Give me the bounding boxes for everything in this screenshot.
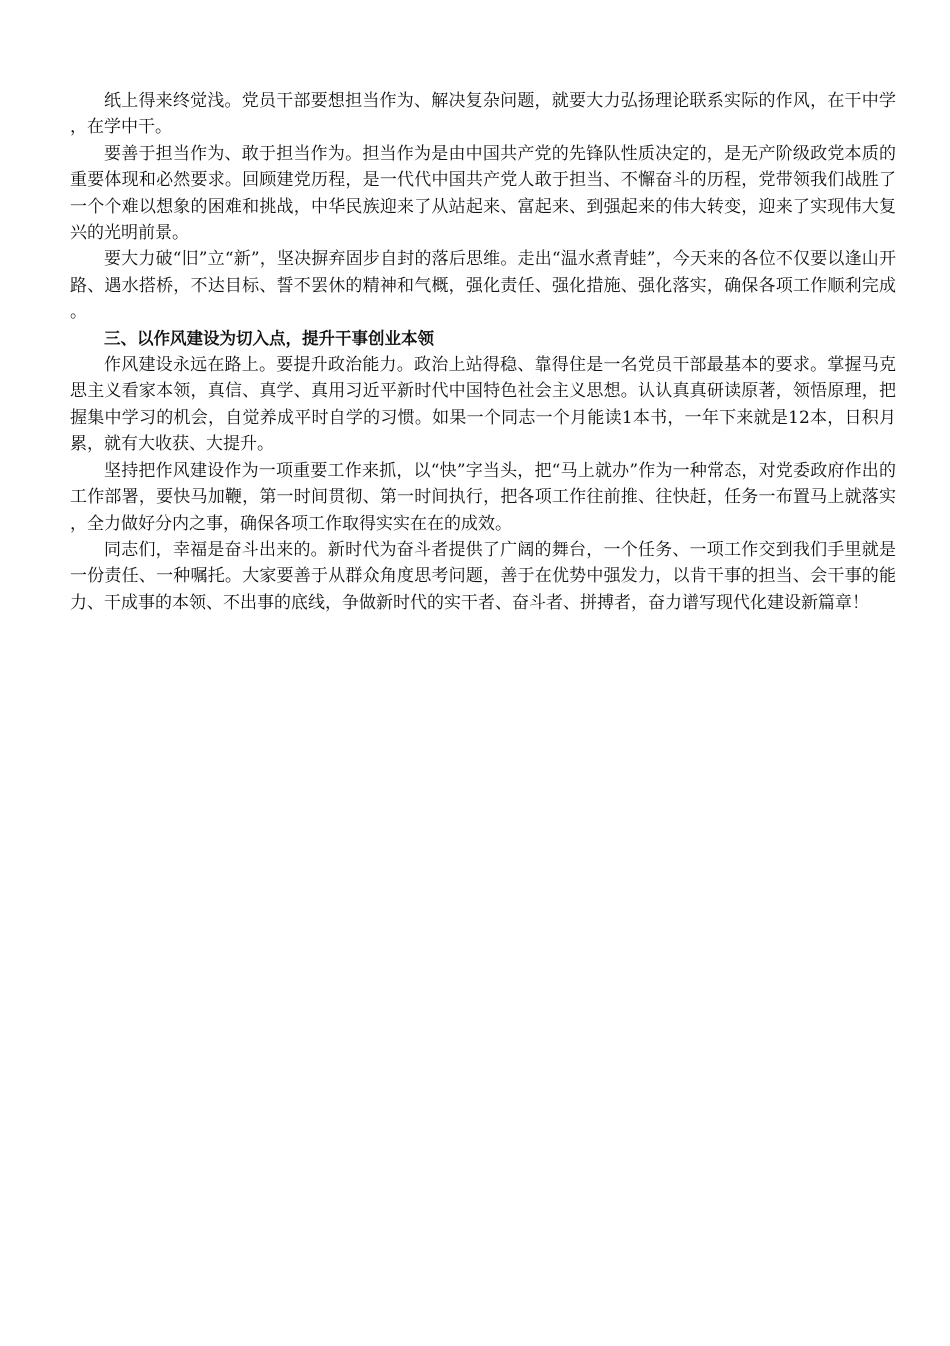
paragraph-closing: 同志们，幸福是奋斗出来的。新时代为奋斗者提供了广阔的舞台，一个任务、一项工作交到我们手里就是一份责任、一种嘱托。大家要善于从群众角度思考问题，善于在优势中强发力，以肯干事的担当、会干事的能力、干成事的本领、不出事的底线，争做新时代的实干者、奋斗者、拼搏者，奋力谱写现代化建设新篇章！ [70,539,896,613]
document-page [70,88,896,616]
paragraph-break-old-thinking: 要大力破“旧”立“新”，坚决摒弃固步自封的落后思维。走出“温水煮青蛙”，今天来的各位不仅要以逢山开路、遇水搭桥，不达目标、誓不罢休的精神和气概，强化责任、强化措施、强化落实，确保各项工作顺利完成。 [70,249,896,323]
paragraph-theory-practice: 纸上得来终觉浅。党员干部要想担当作为、解决复杂问题，就要大力弘扬理论联系实际的作风，在干中学，在学中干。 [70,91,896,138]
paragraph-work-style: 坚持把作风建设作为一项重要工作来抓，以“快”字当头，把“马上就办”作为一种常态，对党委政府作出的工作部署，要快马加鞭，第一时间贯彻、第一时间执行，把各项工作往前推、往快赶，任务一布置马上就落实，全力做好分内之事，确保各项工作取得实实在在的成效。 [70,460,896,534]
paragraph-take-responsibility: 要善于担当作为、敢于担当作为。担当作为是由中国共产党的先锋队性质决定的，是无产阶级政党本质的重要体现和必然要求。回顾建党历程，是一代代中国共产党人敢于担当、不懈奋斗的历程，党带领我们战胜了一个个难以想象的困难和挑战，中华民族迎来了从站起来、富起来、到强起来的伟大转变，迎来了实现伟大复兴的光明前景。 [70,143,896,244]
paragraph-political-ability: 作风建设永远在路上。要提升政治能力。政治上站得稳、靠得住是一名党员干部最基本的要求。掌握马克思主义看家本领，真信、真学、真用习近平新时代中国特色社会主义思想。认认真真研读原著，领悟原理，把握集中学习的机会，自觉养成平时自学的习惯。如果一个同志一个月能读1本书，一年下来就是12本，日积月累，就有大收获、大提升。 [70,355,896,455]
section-heading: 三、以作风建设为切入点，提升干事创业本领 [104,328,434,348]
